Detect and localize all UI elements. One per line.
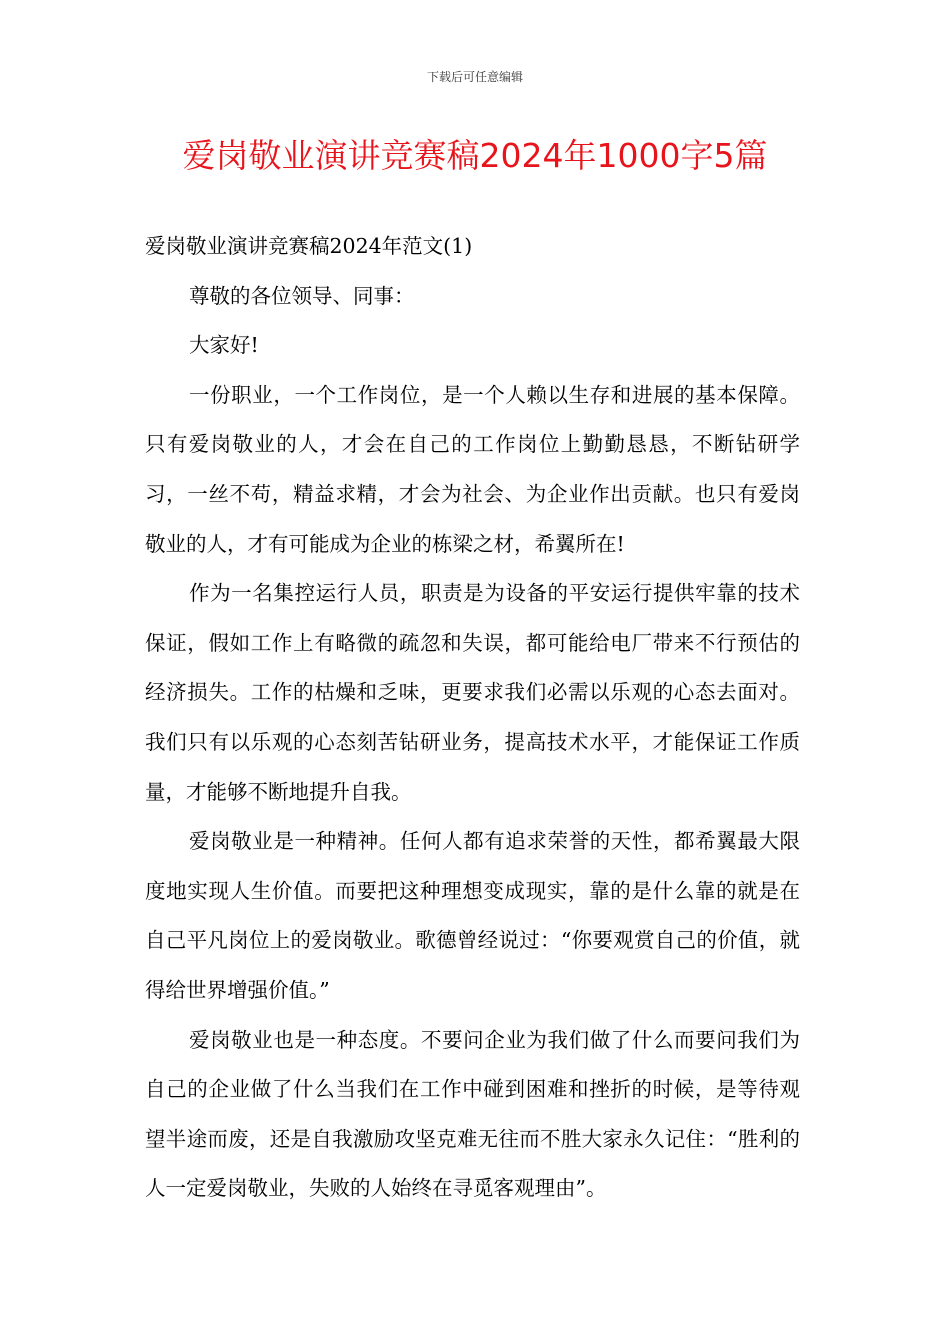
paragraph-salutation: 尊敬的各位领导、同事： [189, 283, 415, 308]
header-note: 下载后可任意编辑 [426, 70, 523, 84]
document-body [145, 222, 800, 1214]
section-subtitle: 爱岗敬业演讲竞赛稿2024年范文(1) [145, 234, 473, 258]
paragraph-greeting: 大家好! [189, 333, 259, 358]
paragraph: 作为一名集控运行人员，职责是为设备的平安运行提供牢靠的技术保证，假如工作上有略微的疏忽和失误，都可能给电厂带来不行预估的经济损失。工作的枯燥和乏味，更要求我们必需以乐观的心态去面对。我们只有以乐观的心态刻苦钻研业务，提高技术水平，才能保证工作质量，才能够不断地提升自我。 [145, 581, 800, 804]
paragraph: 一份职业，一个工作岗位，是一个人赖以生存和进展的基本保障。只有爱岗敬业的人，才会在自己的工作岗位上勤勤恳恳，不断钻研学习，一丝不苟，精益求精，才会为社会、为企业作出贡献。也只有爱岗敬业的人，才有可能成为企业的栋梁之材，希翼所在! [145, 382, 800, 556]
paragraph: 爱岗敬业是一种精神。任何人都有追求荣誉的天性，都希翼最大限度地实现人生价值。而要把这种理想变成现实，靠的是什么靠的就是在自己平凡岗位上的爱岗敬业。歌德曾经说过：“你要观赏自己的价值，就得给世界增强价值。” [145, 829, 800, 1002]
document-title: 爱岗敬业演讲竞赛稿2024年1000字5篇 [182, 136, 768, 175]
paragraph: 爱岗敬业也是一种态度。不要问企业为我们做了什么而要问我们为自己的企业做了什么当我们在工作中碰到困难和挫折的时候，是等待观望半途而废，还是自我激励攻坚克难无往而不胜大家永久记住：“胜利的人一定爱岗敬业，失败的人始终在寻觅客观理由”。 [145, 1027, 800, 1201]
